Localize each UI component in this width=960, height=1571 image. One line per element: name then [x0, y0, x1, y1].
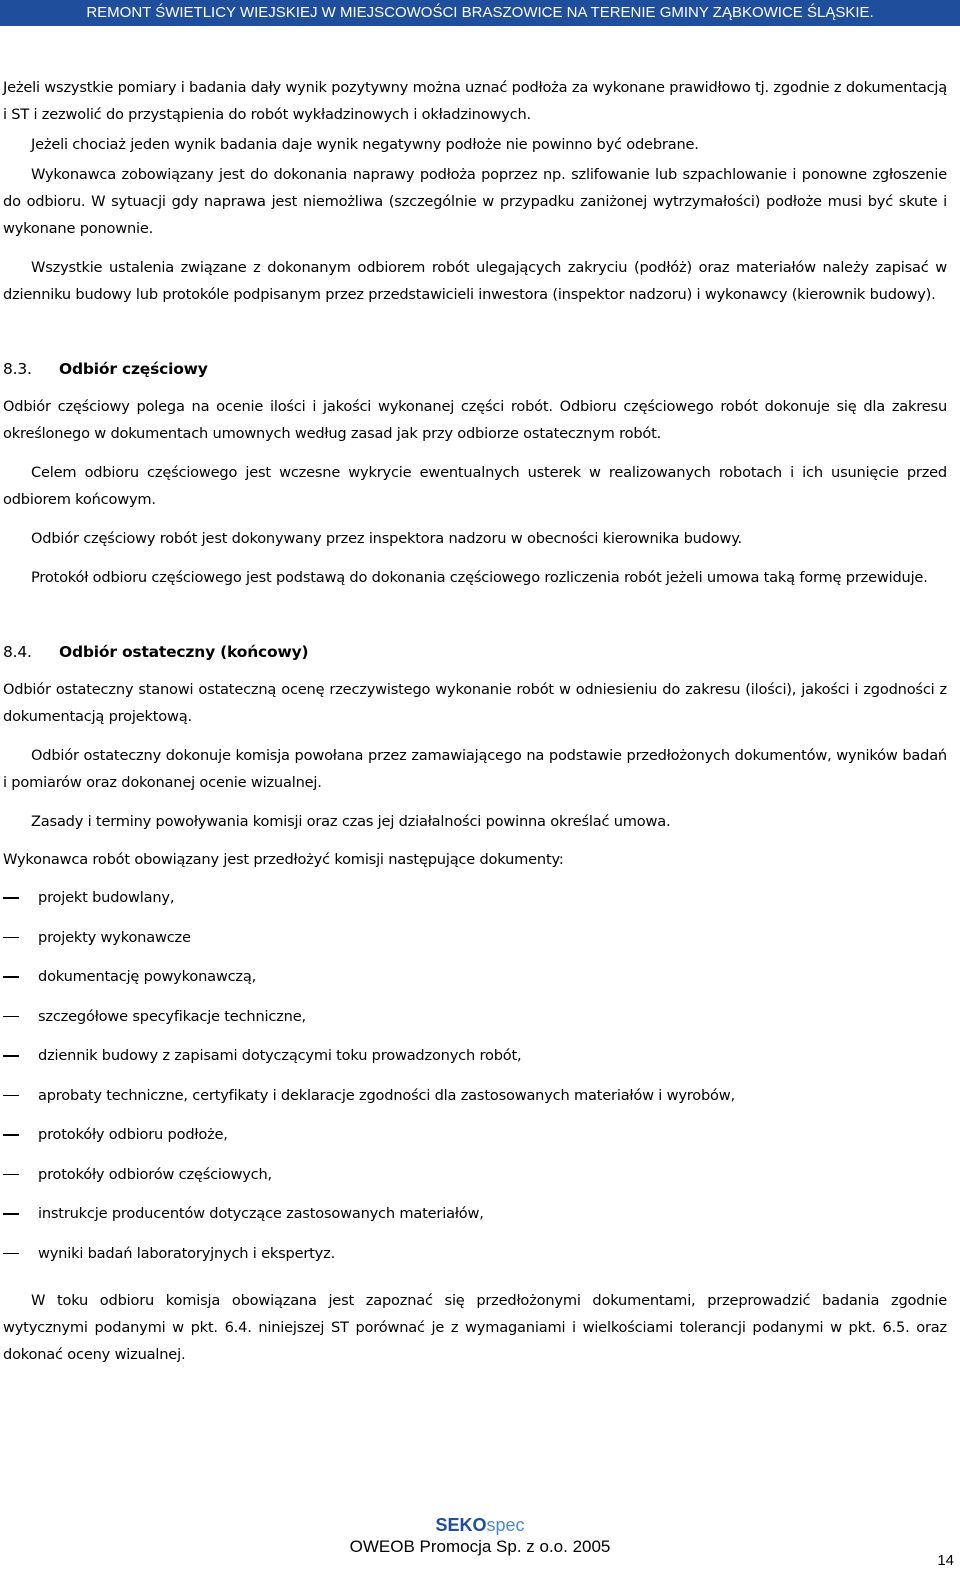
document-body — [3, 74, 947, 1380]
document-header — [0, 0, 960, 26]
documents-list — [3, 884, 947, 1279]
list-item: aprobaty techniczne, certyfikaty i deklaracje zgodności dla zastosowanych materiałów i wyrobów, — [38, 1086, 735, 1104]
list-item: protokóły odbiorów częściowych, — [38, 1165, 272, 1183]
paragraph: Odbiór ostateczny stanowi ostateczną ocenę rzeczywistego wykonanie robót w odniesieniu do zakresu (ilości), jakości i zgodności z dokumentacją projektową. — [3, 681, 947, 725]
list-item: dziennik budowy z zapisami dotyczącymi toku prowadzonych robót, — [38, 1047, 522, 1064]
logo-part-seko: SEKO — [435, 1515, 487, 1535]
paragraph: Zasady i terminy powoływania komisji oraz czas jej działalności powinna określać umowa. — [31, 813, 671, 830]
list-item: projekty wykonawcze — [38, 928, 191, 946]
list-item: protokóły odbioru podłoże, — [38, 1126, 228, 1143]
page-number: 14 — [937, 1552, 954, 1569]
paragraph: Odbiór częściowy robót jest dokonywany przez inspektora nadzoru w obecności kierownika budowy. — [31, 530, 743, 547]
sekospec-logo — [0, 1514, 960, 1536]
section-heading-8-3 — [3, 355, 947, 383]
company-name: OWEOB Promocja Sp. z o.o. 2005 — [349, 1537, 611, 1556]
paragraph: Odbiór częściowy polega na ocenie ilości i jakości wykonanej części robót. Odbioru częściowego robót dokonuje się dla zakresu określonego w dokumentach umownych według zasad jak przy odbiorze ostatecznym robót. — [3, 398, 947, 442]
section-number: 8.3. — [3, 360, 32, 378]
paragraph: W toku odbioru komisja obowiązana jest zapoznać się przedłożonymi dokumentami, przeprowadzić badania zgodnie wytycznymi podanymi w pkt. 6.4. niniejszej ST porównać je z wymaganiami i wielkościami tolerancji podanymi w pkt. 6.5. oraz dokonać oceny wizualnej. — [3, 1292, 947, 1363]
paragraph: Protokół odbioru częściowego jest podstawą do dokonania częściowego rozliczenia robót jeżeli umowa taką formę przewiduje. — [31, 569, 928, 586]
header-title: REMONT ŚWIETLICY WIEJSKIEJ W MIEJSCOWOŚCI BRASZOWICE NA TERENIE GMINY ZĄBKOWICE ŚLĄSKIE. — [86, 4, 874, 21]
section-heading-8-4 — [3, 638, 947, 666]
list-item: projekt budowlany, — [38, 889, 175, 906]
paragraph: Wykonawca zobowiązany jest do dokonania naprawy podłoża poprzez np. szlifowanie lub szpachlowanie i ponowne zgłoszenie do odbioru. W sytuacji gdy naprawa jest niemożliwa (szczególnie w przypadku zaniżonej wytrzymałości) podłoże musi być skute i wykonane ponownie. — [3, 166, 947, 237]
list-item: dokumentację powykonawczą, — [38, 968, 257, 985]
list-item: wyniki badań laboratoryjnych i ekspertyz. — [38, 1244, 336, 1262]
paragraph: Celem odbioru częściowego jest wczesne wykrycie ewentualnych usterek w realizowanych robotach i ich usunięcie przed odbiorem końcowym. — [3, 464, 947, 508]
document-footer — [0, 1514, 960, 1558]
paragraph: Wykonawca robót obowiązany jest przedłożyć komisji następujące dokumenty: — [3, 851, 564, 868]
paragraph: Wszystkie ustalenia związane z dokonanym odbiorem robót ulegających zakryciu (podłóż) oraz materiałów należy zapisać w dzienniku budowy lub protokóle podpisanym przez przedstawicieli inwestora (inspektor nadzoru) i wykonawcy (kierownik budowy). — [3, 259, 947, 303]
logo-part-spec: spec — [486, 1515, 525, 1535]
paragraph: Jeżeli wszystkie pomiary i badania dały wynik pozytywny można uznać podłoża za wykonane prawidłowo tj. zgodnie z dokumentacją i ST i zezwolić do przystąpienia do robót wykładzinowych i okładzinowych. — [3, 79, 947, 123]
paragraph: Odbiór ostateczny dokonuje komisja powołana przez zamawiającego na podstawie przedłożonych dokumentów, wyników badań i pomiarów oraz dokonanej ocenie wizualnej. — [3, 747, 947, 791]
section-number: 8.4. — [3, 643, 32, 661]
list-item: szczegółowe specyfikacje techniczne, — [38, 1007, 306, 1025]
paragraph: Jeżeli chociaż jeden wynik badania daje wynik negatywny podłoże nie powinno być odebrane. — [31, 136, 699, 153]
list-item: instrukcje producentów dotyczące zastosowanych materiałów, — [38, 1205, 484, 1222]
section-title: Odbiór ostateczny (końcowy) — [59, 643, 309, 661]
section-title: Odbiór częściowy — [59, 360, 208, 378]
